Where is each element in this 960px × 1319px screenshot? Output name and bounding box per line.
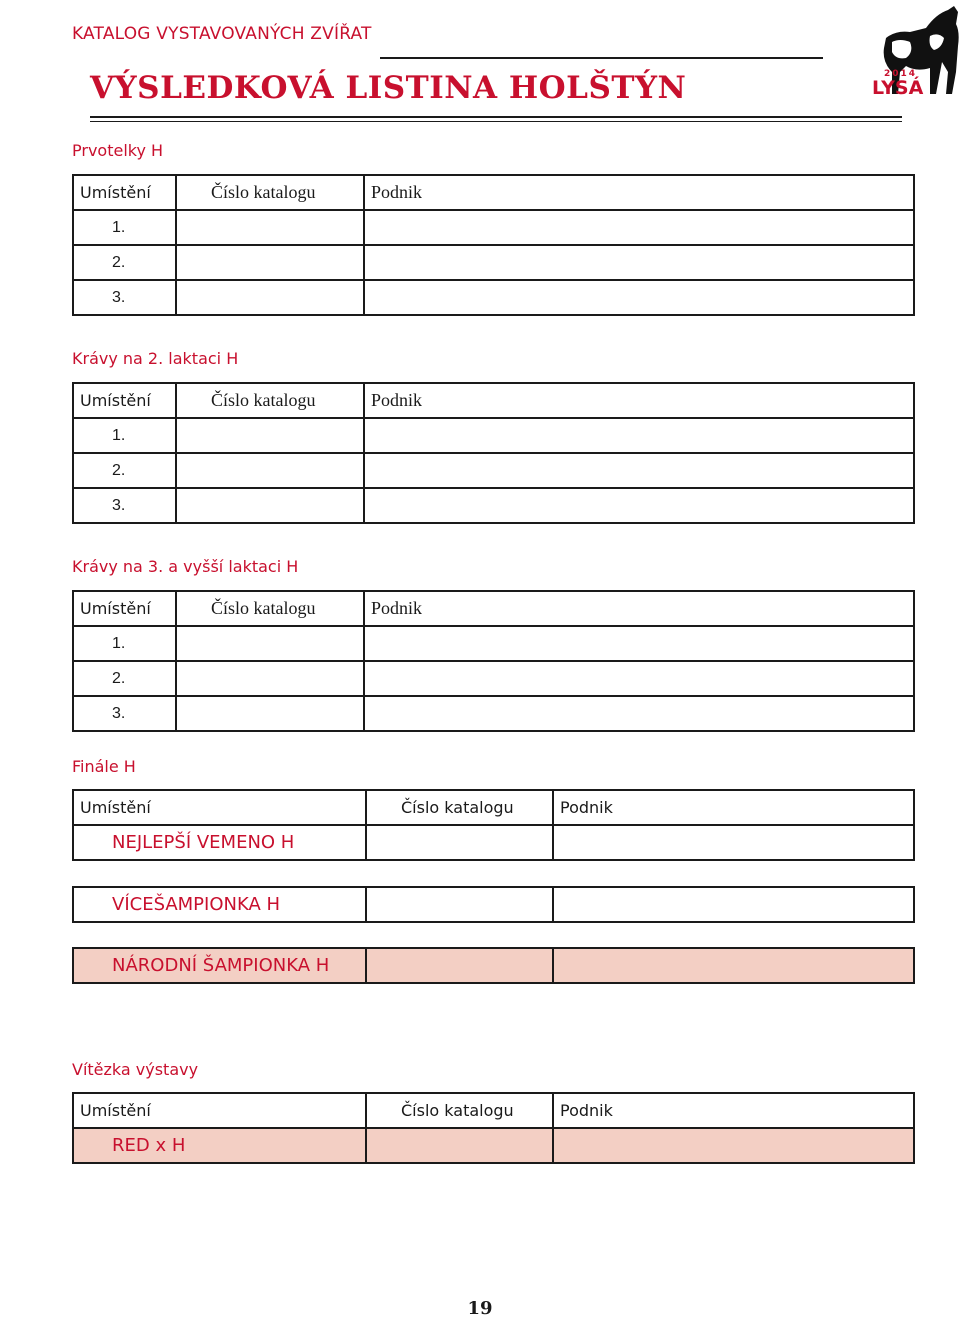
header-rule xyxy=(380,57,823,59)
col-company: Podnik xyxy=(364,383,914,418)
table-row xyxy=(73,948,914,983)
table-row xyxy=(73,1128,914,1163)
results-table-2-laktace xyxy=(72,382,915,524)
catalog-cell[interactable] xyxy=(176,626,364,661)
page-number: 19 xyxy=(467,1298,493,1319)
section-title-finale: Finále H xyxy=(72,757,136,776)
place-cell: 3. xyxy=(73,696,176,731)
place-cell: 1. xyxy=(73,418,176,453)
place-cell: 1. xyxy=(73,626,176,661)
table-row xyxy=(73,418,914,453)
company-cell[interactable] xyxy=(364,661,914,696)
award-cell-narodni-sampionka: NÁRODNÍ ŠAMPIONKA H xyxy=(73,948,366,983)
place-cell: 2. xyxy=(73,245,176,280)
col-place: Umístění xyxy=(73,175,176,210)
page-title: VÝSLEDKOVÁ LISTINA HOLŠTÝN xyxy=(90,70,687,106)
col-catalog-no: Číslo katalogu xyxy=(176,591,364,626)
table-header-row xyxy=(73,1093,914,1128)
catalog-cell[interactable] xyxy=(176,245,364,280)
catalog-cell[interactable] xyxy=(366,1128,553,1163)
table-header-row xyxy=(73,790,914,825)
award-cell-vicesampionka: VÍCEŠAMPIONKA H xyxy=(73,887,366,922)
table-row xyxy=(73,453,914,488)
col-place: Umístění xyxy=(73,383,176,418)
table-row xyxy=(73,626,914,661)
company-cell[interactable] xyxy=(553,1128,914,1163)
col-place: Umístění xyxy=(73,1093,366,1128)
table-row xyxy=(73,280,914,315)
col-place: Umístění xyxy=(73,790,366,825)
logo-text: LYSÁ xyxy=(872,77,924,97)
place-cell: 2. xyxy=(73,453,176,488)
company-cell[interactable] xyxy=(553,948,914,983)
table-header-row xyxy=(73,383,914,418)
company-cell[interactable] xyxy=(553,887,914,922)
results-table-prvotelky xyxy=(72,174,915,316)
table-row xyxy=(73,488,914,523)
catalog-cell[interactable] xyxy=(366,887,553,922)
col-catalog-no: Číslo katalogu xyxy=(176,383,364,418)
table-header-row xyxy=(73,175,914,210)
catalog-cell[interactable] xyxy=(176,418,364,453)
place-cell: 2. xyxy=(73,661,176,696)
title-rule-thin xyxy=(90,121,902,122)
results-table-3-laktace xyxy=(72,590,915,732)
table-row xyxy=(73,661,914,696)
company-cell[interactable] xyxy=(364,696,914,731)
col-catalog-no: Číslo katalogu xyxy=(366,1093,553,1128)
company-cell[interactable] xyxy=(364,210,914,245)
results-table-finale xyxy=(72,789,915,861)
place-cell: 3. xyxy=(73,488,176,523)
col-company: Podnik xyxy=(364,591,914,626)
place-cell: 1. xyxy=(73,210,176,245)
col-company: Podnik xyxy=(553,790,914,825)
company-cell[interactable] xyxy=(364,245,914,280)
table-header-row xyxy=(73,591,914,626)
company-cell[interactable] xyxy=(364,626,914,661)
col-catalog-no: Číslo katalogu xyxy=(176,175,364,210)
catalog-cell[interactable] xyxy=(176,661,364,696)
table-row xyxy=(73,696,914,731)
catalog-cell[interactable] xyxy=(176,488,364,523)
table-row xyxy=(73,210,914,245)
catalog-cell[interactable] xyxy=(176,453,364,488)
section-title-vitezka: Vítězka výstavy xyxy=(72,1060,199,1079)
results-table-narodni-sampionka xyxy=(72,947,915,984)
lysa-logo xyxy=(866,2,960,97)
section-title-3-laktace: Krávy na 3. a vyšší laktaci H xyxy=(72,557,299,576)
catalog-cell[interactable] xyxy=(176,280,364,315)
table-row xyxy=(73,245,914,280)
company-cell[interactable] xyxy=(364,280,914,315)
section-title-prvotelky: Prvotelky H xyxy=(72,141,164,160)
col-company: Podnik xyxy=(553,1093,914,1128)
col-catalog-no: Číslo katalogu xyxy=(366,790,553,825)
company-cell[interactable] xyxy=(553,825,914,860)
col-place: Umístění xyxy=(73,591,176,626)
table-row xyxy=(73,887,914,922)
company-cell[interactable] xyxy=(364,453,914,488)
logo-year: 2014 xyxy=(884,69,918,79)
catalog-cell[interactable] xyxy=(366,948,553,983)
award-cell-red-x-h: RED x H xyxy=(73,1128,366,1163)
catalog-cell[interactable] xyxy=(366,825,553,860)
title-rule xyxy=(90,116,902,118)
results-table-vicesampionka xyxy=(72,886,915,923)
place-cell: 3. xyxy=(73,280,176,315)
col-company: Podnik xyxy=(364,175,914,210)
company-cell[interactable] xyxy=(364,418,914,453)
catalog-cell[interactable] xyxy=(176,210,364,245)
table-row xyxy=(73,825,914,860)
catalog-header: KATALOG VYSTAVOVANÝCH ZVÍŘAT xyxy=(72,24,372,44)
award-cell-nejlepsi-vemeno: NEJLEPŠÍ VEMENO H xyxy=(73,825,366,860)
section-title-2-laktace: Krávy na 2. laktaci H xyxy=(72,349,239,368)
catalog-cell[interactable] xyxy=(176,696,364,731)
results-table-vitezka xyxy=(72,1092,915,1164)
company-cell[interactable] xyxy=(364,488,914,523)
